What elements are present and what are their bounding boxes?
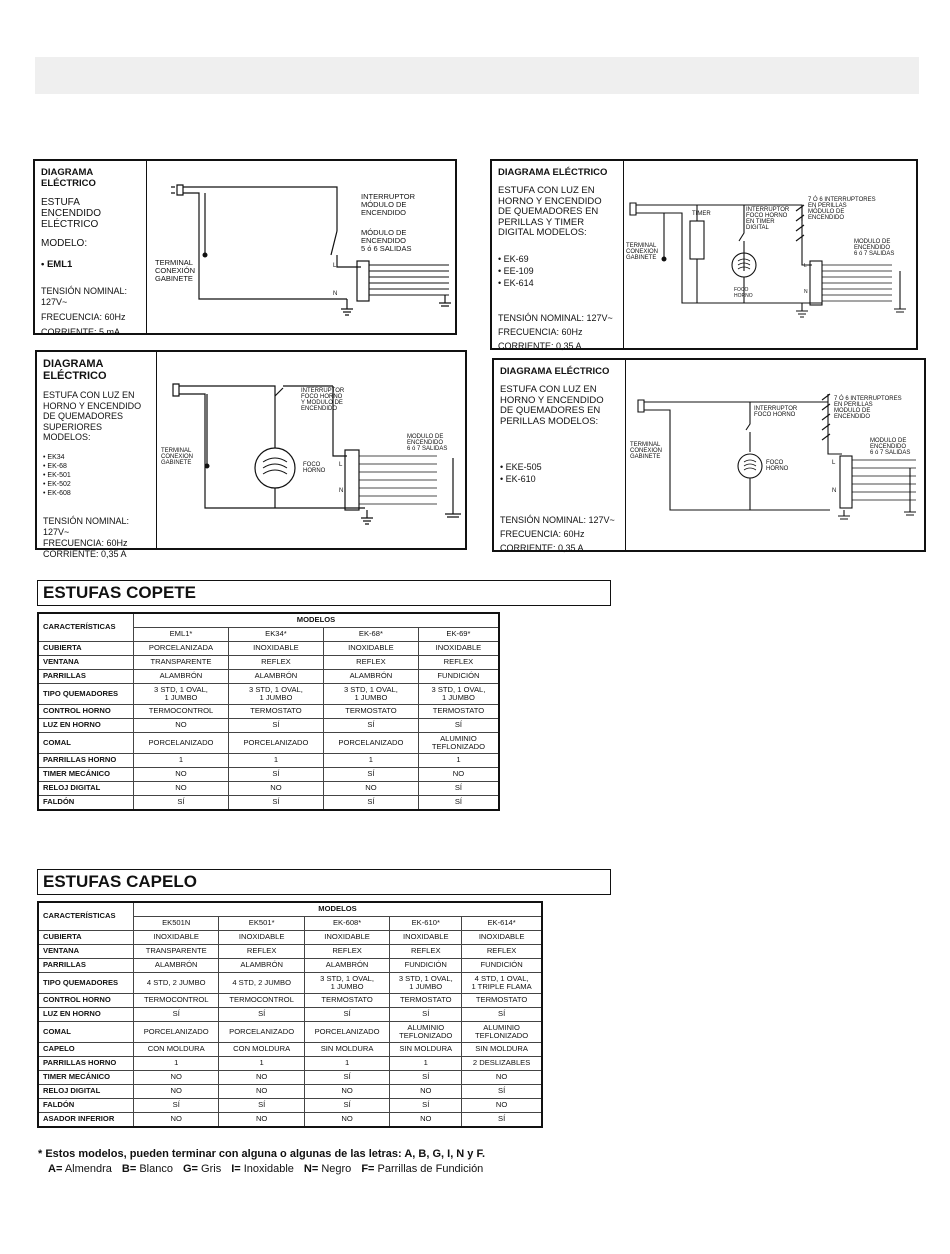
- table-cell: PORCELANIZADO: [228, 733, 323, 754]
- row-label: PARRILLAS: [38, 670, 134, 684]
- spec-current: CORRIENTE: 0,35 A: [500, 543, 584, 553]
- table-cell: 1: [418, 754, 499, 768]
- spec-voltage: TENSIÓN NOMINAL: 127V~: [498, 312, 613, 323]
- model-item: • EK-69: [498, 253, 617, 265]
- table-header-row: [38, 902, 542, 917]
- legend-item: G= Gris: [182, 1163, 222, 1175]
- table-cell: SÍ: [228, 719, 323, 733]
- row-label: CUBIERTA: [38, 642, 134, 656]
- table-row: [38, 945, 542, 959]
- row-label: CAPELO: [38, 1043, 134, 1057]
- table-cell: 4 STD, 1 OVAL, 1 TRIPLE FLAMA: [462, 973, 542, 994]
- label-module: 5 ó 6 SALIDAS: [361, 244, 412, 253]
- table-cell: SÍ: [390, 1008, 462, 1022]
- footnote: * Estos modelos, pueden terminar con alguna o algunas de las letras: A, B, G, I, N y F.: [38, 1148, 486, 1160]
- row-label: VENTANA: [38, 656, 134, 670]
- table-row: [38, 973, 542, 994]
- spec-current: CORRIENTE: 0,35 A: [498, 340, 582, 351]
- label-switches: EN PERILLAS: [808, 203, 847, 209]
- label-switch: INTERRUPTOR: [754, 406, 798, 412]
- table-cell: TERMOSTATO: [390, 994, 462, 1008]
- table-cell: TRANSPARENTE: [134, 656, 229, 670]
- table-cell: 1: [219, 1057, 304, 1071]
- table-row: [38, 1008, 542, 1022]
- table-row: [38, 1057, 542, 1071]
- table-cell: TERMOCONTROL: [134, 705, 229, 719]
- label-l: L: [804, 263, 807, 269]
- spec-frequency: FRECUENCIA: 60Hz: [500, 529, 585, 539]
- label-module: 6 ó 7 SALIDAS: [854, 251, 895, 257]
- table-cell: SÍ: [462, 1113, 542, 1128]
- diagram-ek69: [490, 159, 918, 350]
- table-cell: REFLEX: [462, 945, 542, 959]
- label-switches: 7 Ó 6 INTERRUPTORES: [834, 396, 902, 402]
- row-label: CONTROL HORNO: [38, 705, 134, 719]
- label-l: L: [339, 462, 343, 468]
- model-list: [500, 461, 619, 485]
- label-module: MÓDULO DE: [361, 228, 407, 237]
- spec-voltage: TENSIÓN NOMINAL: 127V~: [41, 286, 128, 307]
- diagram-eml1: [33, 159, 457, 335]
- label-switch: EN TIMER: [746, 219, 775, 225]
- label-switch: FOCO HORNO: [754, 412, 796, 418]
- label-lamp: HORNO: [734, 293, 753, 299]
- table-cell: SÍ: [418, 719, 499, 733]
- model-item: • EK34: [43, 453, 150, 462]
- table-cell: TERMOSTATO: [304, 994, 389, 1008]
- table-cell: ALAMBRÓN: [323, 670, 418, 684]
- table-cell: TRANSPARENTE: [134, 945, 219, 959]
- characteristics-header: CARACTERÍSTICAS: [38, 613, 134, 642]
- row-label: TIMER MECÁNICO: [38, 768, 134, 782]
- label-n: N: [804, 289, 808, 295]
- table-cell: NO: [304, 1113, 389, 1128]
- legend-item: F= Parrillas de Fundición: [361, 1163, 484, 1175]
- table-cell: NO: [390, 1085, 462, 1099]
- table-cell: NO: [134, 782, 229, 796]
- row-label: CONTROL HORNO: [38, 994, 134, 1008]
- table-cell: 3 STD, 1 OVAL, 1 JUMBO: [304, 973, 389, 994]
- table-cell: 3 STD, 1 OVAL, 1 JUMBO: [228, 684, 323, 705]
- table-cell: INOXIDABLE: [219, 931, 304, 945]
- diagram-description: ESTUFA CON LUZ EN HORNO Y ENCENDIDO DE QUEMADORES EN PERILLAS MODELOS:: [500, 384, 604, 427]
- label-lamp: FOCO: [734, 287, 749, 293]
- diagram-title: DIAGRAMA ELÉCTRICO: [41, 167, 96, 189]
- table-cell: SÍ: [418, 782, 499, 796]
- row-label: PARRILLAS: [38, 959, 134, 973]
- table-cell: TERMOSTATO: [228, 705, 323, 719]
- table-cell: NO: [462, 1099, 542, 1113]
- model-list: [43, 453, 150, 498]
- table-cell: NO: [134, 1071, 219, 1085]
- legend-item: N= Negro: [303, 1163, 352, 1175]
- row-label: COMAL: [38, 733, 134, 754]
- table-cell: 4 STD, 2 JUMBO: [134, 973, 219, 994]
- table-cell: 1: [323, 754, 418, 768]
- table-cell: NO: [134, 1113, 219, 1128]
- row-label: LUZ EN HORNO: [38, 1008, 134, 1022]
- label-switch: DIGITAL: [746, 225, 769, 231]
- table-cell: SIN MOLDURA: [390, 1043, 462, 1057]
- table-cell: 2 DESLIZABLES: [462, 1057, 542, 1071]
- table-cell: 4 STD, 2 JUMBO: [219, 973, 304, 994]
- row-label: FALDÓN: [38, 1099, 134, 1113]
- table-row: [38, 705, 499, 719]
- wiring-diagram: [624, 161, 916, 349]
- table-row: [38, 782, 499, 796]
- diagram-info: [494, 360, 626, 553]
- table-cell: REFLEX: [418, 656, 499, 670]
- table-row: [38, 959, 542, 973]
- table-row: [38, 1022, 542, 1043]
- table-cell: CON MOLDURA: [219, 1043, 304, 1057]
- table-cell: SÍ: [228, 768, 323, 782]
- table-cell: NO: [134, 768, 229, 782]
- table-cell: 3 STD, 1 OVAL, 1 JUMBO: [134, 684, 229, 705]
- label-timer: TIMER: [692, 211, 711, 217]
- table-cell: REFLEX: [219, 945, 304, 959]
- table-cell: INOXIDABLE: [462, 931, 542, 945]
- table-cell: CON MOLDURA: [134, 1043, 219, 1057]
- table-cell: SÍ: [323, 719, 418, 733]
- table-cell: SÍ: [462, 1008, 542, 1022]
- row-label: FALDÓN: [38, 796, 134, 811]
- table-cell: INOXIDABLE: [228, 642, 323, 656]
- model-item: • EK-68: [43, 462, 150, 471]
- spec-frequency: FRECUENCIA: 60Hz: [41, 312, 126, 322]
- table-cell: NO: [418, 768, 499, 782]
- table-cell: NO: [228, 782, 323, 796]
- table-row: [38, 994, 542, 1008]
- model-name: EML1*: [134, 628, 229, 642]
- row-label: COMAL: [38, 1022, 134, 1043]
- header-band: [35, 57, 919, 94]
- label-module: ENCENDIDO: [854, 245, 891, 251]
- table-cell: ALAMBRÓN: [228, 670, 323, 684]
- table-cell: SÍ: [304, 1071, 389, 1085]
- row-label: TIPO QUEMADORES: [38, 973, 134, 994]
- label-terminal: CONEXION: [161, 454, 194, 460]
- copete-table: [37, 612, 500, 811]
- diagram-ek34: [35, 350, 467, 559]
- label-l: L: [333, 263, 337, 269]
- wiring-diagram: [626, 360, 924, 550]
- table-cell: REFLEX: [228, 656, 323, 670]
- table-cell: 3 STD, 1 OVAL, 1 JUMBO: [418, 684, 499, 705]
- table-cell: SIN MOLDURA: [462, 1043, 542, 1057]
- table-cell: INOXIDABLE: [304, 931, 389, 945]
- legend-item: I= Inoxidable: [231, 1163, 294, 1175]
- label-lamp: HORNO: [766, 466, 789, 472]
- table-cell: 1: [134, 1057, 219, 1071]
- spec-current: CORRIENTE: 0,35 A: [43, 548, 127, 559]
- table-cell: SÍ: [134, 1008, 219, 1022]
- label-switches: 7 Ó 6 INTERRUPTORES: [808, 197, 876, 203]
- capelo-table: [37, 901, 543, 1128]
- table-cell: ALAMBRÓN: [134, 670, 229, 684]
- diagram-description: ESTUFA ENCENDIDO ELÉCTRICO: [41, 197, 102, 230]
- label-n: N: [333, 291, 338, 297]
- model-list: [41, 259, 140, 270]
- label-module: ENCENDIDO: [361, 236, 407, 245]
- label-switches: MODULO DE: [834, 408, 871, 414]
- table-cell: NO: [390, 1113, 462, 1128]
- label-switch: FOCO HORNO: [301, 394, 343, 400]
- label-terminal: GABINETE: [630, 454, 661, 460]
- table-cell: REFLEX: [390, 945, 462, 959]
- label-terminal: GABINETE: [155, 274, 193, 283]
- label-terminal: GABINETE: [161, 460, 192, 466]
- table-cell: SÍ: [323, 796, 418, 811]
- diagram-title: DIAGRAMA ELÉCTRICO: [498, 167, 608, 178]
- label-switches: ENCENDIDO: [834, 414, 871, 420]
- table-cell: SÍ: [390, 1071, 462, 1085]
- wiring-diagram: [147, 161, 455, 333]
- label-switches: EN PERILLAS: [834, 402, 873, 408]
- label-n: N: [339, 488, 344, 494]
- table-cell: SÍ: [462, 1085, 542, 1099]
- label-lamp: FOCO: [303, 462, 321, 468]
- table-cell: 3 STD, 1 OVAL, 1 JUMBO: [390, 973, 462, 994]
- section-title-copete: ESTUFAS COPETE: [37, 580, 611, 606]
- table-cell: NO: [134, 719, 229, 733]
- table-row: [38, 754, 499, 768]
- row-label: CUBIERTA: [38, 931, 134, 945]
- label-module: MODULO DE: [407, 434, 444, 440]
- row-label: ASADOR INFERIOR: [38, 1113, 134, 1128]
- spec-voltage: TENSIÓN NOMINAL: 127V~: [500, 515, 615, 525]
- table-cell: INOXIDABLE: [390, 931, 462, 945]
- table-row: [38, 733, 499, 754]
- label-terminal: CONEXIÓN: [155, 266, 196, 275]
- table-cell: TERMOCONTROL: [134, 994, 219, 1008]
- table-cell: 1: [228, 754, 323, 768]
- section-title-capelo: ESTUFAS CAPELO: [37, 869, 611, 895]
- table-row: [38, 1099, 542, 1113]
- table-row: [38, 656, 499, 670]
- table-cell: ALAMBRÓN: [304, 959, 389, 973]
- model-item: • EML1: [41, 259, 140, 270]
- label-terminal: CONEXION: [626, 249, 659, 255]
- legend-item: A= Almendra: [48, 1163, 112, 1175]
- table-cell: SÍ: [304, 1099, 389, 1113]
- label-module: MODULO DE: [854, 239, 891, 245]
- model-list: [498, 253, 617, 289]
- row-label: TIMER MECÁNICO: [38, 1071, 134, 1085]
- label-lamp: FOCO: [766, 460, 784, 466]
- table-cell: PORCELANIZADA: [134, 642, 229, 656]
- table-cell: NO: [219, 1085, 304, 1099]
- diagram-info: [37, 352, 157, 559]
- spec-frequency: FRECUENCIA: 60Hz: [498, 326, 583, 337]
- label-module: MODULO DE: [870, 438, 907, 444]
- table-cell: TERMOSTATO: [323, 705, 418, 719]
- table-cell: FUNDICIÓN: [390, 959, 462, 973]
- model-name: EK501N: [134, 917, 219, 931]
- legend-item: B= Blanco: [121, 1163, 173, 1175]
- table-header-row: [38, 613, 499, 628]
- table-cell: NO: [323, 782, 418, 796]
- spec-frequency: FRECUENCIA: 60Hz: [43, 537, 128, 548]
- label-terminal: GABINETE: [626, 255, 657, 261]
- table-cell: ALUMINIO TEFLONIZADO: [462, 1022, 542, 1043]
- models-header: MODELOS: [134, 613, 500, 628]
- label-switch: MÓDULO DE: [361, 200, 407, 209]
- model-name: EK501*: [219, 917, 304, 931]
- model-item: • EKE-505: [500, 461, 619, 473]
- label-terminal: TERMINAL: [155, 258, 193, 267]
- label-terminal: TERMINAL: [626, 243, 657, 249]
- diagram-description: ESTUFA CON LUZ EN HORNO Y ENCENDIDO DE QUEMADORES EN PERILLAS Y TIMER DIGITAL MODELOS:: [498, 185, 602, 238]
- model-name: EK34*: [228, 628, 323, 642]
- table-cell: SÍ: [134, 796, 229, 811]
- table-cell: REFLEX: [323, 656, 418, 670]
- label-module: ENCENDIDO: [407, 440, 444, 446]
- label-n: N: [832, 488, 837, 494]
- label-module: ENCENDIDO: [870, 444, 907, 450]
- table-row: [38, 719, 499, 733]
- table-row: [38, 642, 499, 656]
- table-cell: PORCELANIZADO: [134, 1022, 219, 1043]
- table-cell: SIN MOLDURA: [304, 1043, 389, 1057]
- models-header: MODELOS: [134, 902, 543, 917]
- model-item: • EK-610: [500, 473, 619, 485]
- table-cell: TERMOSTATO: [418, 705, 499, 719]
- label-terminal: CONEXION: [630, 448, 663, 454]
- diagram-description: ESTUFA CON LUZ EN HORNO Y ENCENDIDO DE QUEMADORES SUPERIORES MODELOS:: [43, 390, 142, 442]
- table-cell: SÍ: [304, 1008, 389, 1022]
- table-row: [38, 1113, 542, 1128]
- table-cell: NO: [219, 1113, 304, 1128]
- model-name: EK-68*: [323, 628, 418, 642]
- table-cell: 1: [304, 1057, 389, 1071]
- diagram-title: DIAGRAMA ELÉCTRICO: [43, 358, 107, 382]
- label-module: 6 ó 7 SALIDAS: [407, 446, 448, 452]
- row-label: RELOJ DIGITAL: [38, 782, 134, 796]
- spec-current: CORRIENTE: 5 mA: [41, 327, 121, 337]
- table-row: [38, 931, 542, 945]
- label-switch: INTERRUPTOR: [361, 192, 416, 201]
- table-cell: REFLEX: [304, 945, 389, 959]
- row-label: RELOJ DIGITAL: [38, 1085, 134, 1099]
- label-l: L: [832, 460, 836, 466]
- model-item: • EK-501: [43, 471, 150, 480]
- model-name: EK-610*: [390, 917, 462, 931]
- table-cell: 3 STD, 1 OVAL, 1 JUMBO: [323, 684, 418, 705]
- diagram-info: [35, 161, 147, 337]
- table-cell: ALUMINIO TEFLONIZADO: [418, 733, 499, 754]
- label-switches: MÓDULO DE: [808, 209, 845, 215]
- model-name: EK-614*: [462, 917, 542, 931]
- table-row: [38, 670, 499, 684]
- diagram-info: [492, 161, 624, 351]
- model-item: • EK-614: [498, 277, 617, 289]
- table-cell: PORCELANIZADO: [323, 733, 418, 754]
- table-cell: INOXIDABLE: [134, 931, 219, 945]
- label-lamp: HORNO: [303, 468, 326, 474]
- table-cell: SÍ: [219, 1008, 304, 1022]
- models-label: MODELO:: [41, 238, 88, 249]
- table-cell: FUNDICIÓN: [418, 670, 499, 684]
- label-switch: INTERRUPTOR: [746, 207, 790, 213]
- label-switch: INTERRUPTOR: [301, 388, 345, 394]
- label-switch: ENCENDIDO: [361, 208, 407, 217]
- table-cell: NO: [462, 1071, 542, 1085]
- spec-voltage: TENSIÓN NOMINAL: 127V~: [43, 515, 130, 537]
- table-cell: PORCELANIZADO: [134, 733, 229, 754]
- table-cell: PORCELANIZADO: [219, 1022, 304, 1043]
- wiring-diagram: [157, 352, 465, 548]
- table-cell: SÍ: [323, 768, 418, 782]
- table-cell: INOXIDABLE: [418, 642, 499, 656]
- characteristics-header: CARACTERÍSTICAS: [38, 902, 134, 931]
- label-terminal: TERMINAL: [161, 448, 192, 454]
- table-row: [38, 684, 499, 705]
- table-row: [38, 1085, 542, 1099]
- table-cell: SÍ: [418, 796, 499, 811]
- label-switch: ENCENDIDO: [301, 406, 338, 412]
- model-name: EK-69*: [418, 628, 499, 642]
- table-cell: ALUMINIO TEFLONIZADO: [390, 1022, 462, 1043]
- table-cell: SÍ: [390, 1099, 462, 1113]
- label-switches: ENCENDIDO: [808, 215, 845, 221]
- table-cell: TERMOCONTROL: [219, 994, 304, 1008]
- label-module: 6 ó 7 SALIDAS: [870, 450, 911, 456]
- model-item: • EK-502: [43, 480, 150, 489]
- diagram-eke505: [492, 358, 926, 552]
- row-label: TIPO QUEMADORES: [38, 684, 134, 705]
- diagram-title: DIAGRAMA ELÉCTRICO: [500, 366, 610, 377]
- table-row: [38, 768, 499, 782]
- row-label: PARRILLAS HORNO: [38, 754, 134, 768]
- table-cell: ALAMBRÓN: [134, 959, 219, 973]
- table-row: [38, 1043, 542, 1057]
- model-item: • EE-109: [498, 265, 617, 277]
- label-switch: Y MODULO DE: [301, 400, 343, 406]
- model-name: EK-608*: [304, 917, 389, 931]
- row-label: PARRILLAS HORNO: [38, 1057, 134, 1071]
- table-cell: SÍ: [134, 1099, 219, 1113]
- model-item: • EK-608: [43, 489, 150, 498]
- table-row: [38, 1071, 542, 1085]
- table-cell: NO: [134, 1085, 219, 1099]
- color-legend: [48, 1162, 493, 1176]
- table-cell: INOXIDABLE: [323, 642, 418, 656]
- table-cell: 1: [134, 754, 229, 768]
- table-row: [38, 796, 499, 811]
- table-cell: ALAMBRÓN: [219, 959, 304, 973]
- row-label: VENTANA: [38, 945, 134, 959]
- table-cell: FUNDICIÓN: [462, 959, 542, 973]
- table-cell: PORCELANIZADO: [304, 1022, 389, 1043]
- table-cell: NO: [304, 1085, 389, 1099]
- table-cell: NO: [219, 1071, 304, 1085]
- table-cell: SÍ: [219, 1099, 304, 1113]
- table-cell: SÍ: [228, 796, 323, 811]
- table-cell: 1: [390, 1057, 462, 1071]
- table-cell: TERMOSTATO: [462, 994, 542, 1008]
- row-label: LUZ EN HORNO: [38, 719, 134, 733]
- label-terminal: TERMINAL: [630, 442, 661, 448]
- label-switch: FOCO HORNO: [746, 213, 788, 219]
